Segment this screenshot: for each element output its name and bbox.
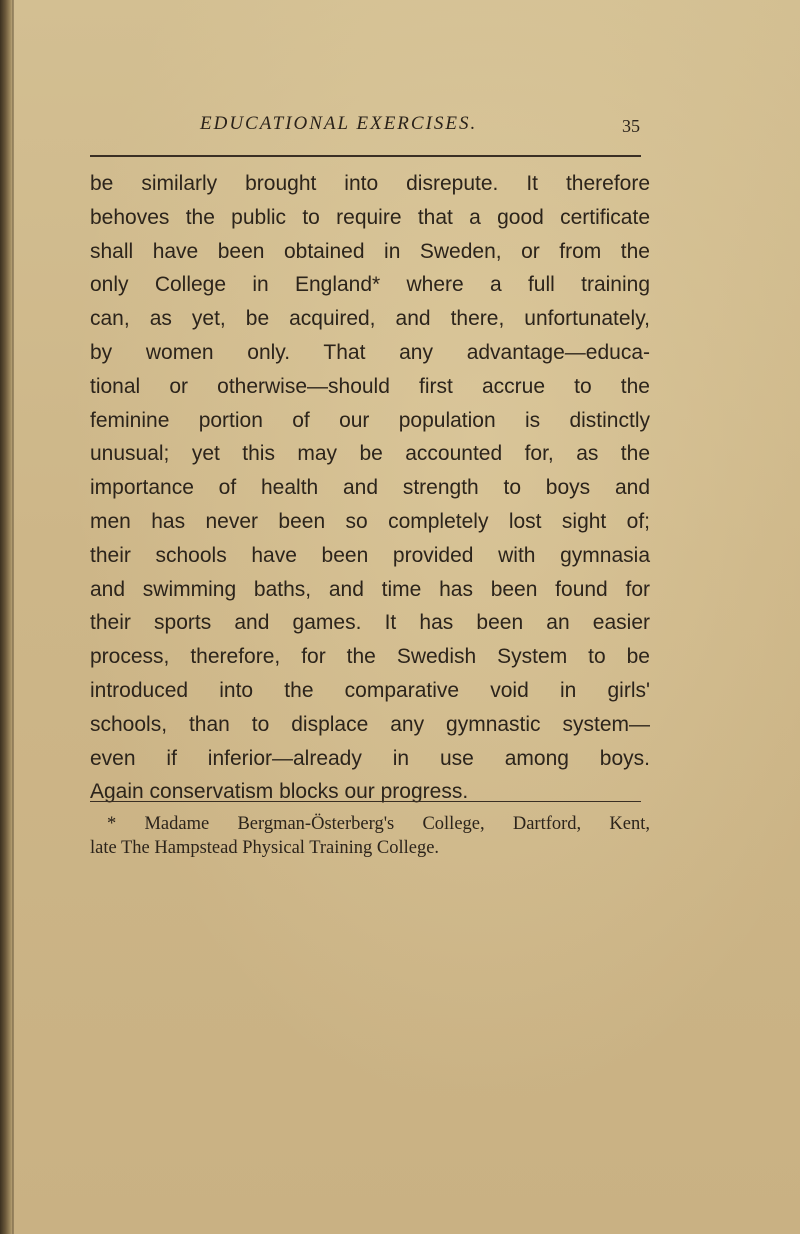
body-paragraph [90,167,650,809]
footnote-line: * Madame Bergman-Österberg's College, Dartford, Kent, [107,814,650,834]
text-line: even if inferior—already in use among boys. [90,746,650,770]
text-line: shall have been obtained in Sweden, or from the [90,239,650,263]
gutter-line [12,0,14,1234]
text-line: Again conservatism blocks our progress. [90,780,469,804]
text-line: tional or otherwise—should first accrue to the [90,374,650,398]
text-line: behoves the public to require that a good certificate [90,205,650,229]
header-rule [90,155,641,157]
text-line: feminine portion of our population is distinctly [90,408,650,432]
text-line: schools, than to displace any gymnastic system— [90,712,650,736]
running-head-title: EDUCATIONAL EXERCISES. [200,113,478,134]
text-line: men has never been so completely lost sight of; [90,509,650,533]
text-line: importance of health and strength to boys and [90,476,650,500]
text-line: their schools have been provided with gymnasia [90,543,650,567]
text-line: introduced into the comparative void in girls' [90,678,650,702]
text-line: process, therefore, for the Swedish System to be [90,645,650,669]
footnote-line: late The Hampstead Physical Training College. [90,838,440,858]
text-line: only College in England* where a full training [90,273,650,297]
footnote-rule [90,801,641,802]
text-line: can, as yet, be acquired, and there, unfortunately, [90,307,650,331]
text-line: unusual; yet this may be accounted for, as the [90,442,650,466]
page-number: 35 [622,116,640,136]
text-line: be similarly brought into disrepute. It therefore [90,172,650,195]
text-line: and swimming baths, and time has been found for [90,577,650,601]
footnote [90,812,650,860]
text-line: by women only. That any advantage—educa- [90,340,650,364]
text-line: their sports and games. It has been an easier [90,611,650,635]
